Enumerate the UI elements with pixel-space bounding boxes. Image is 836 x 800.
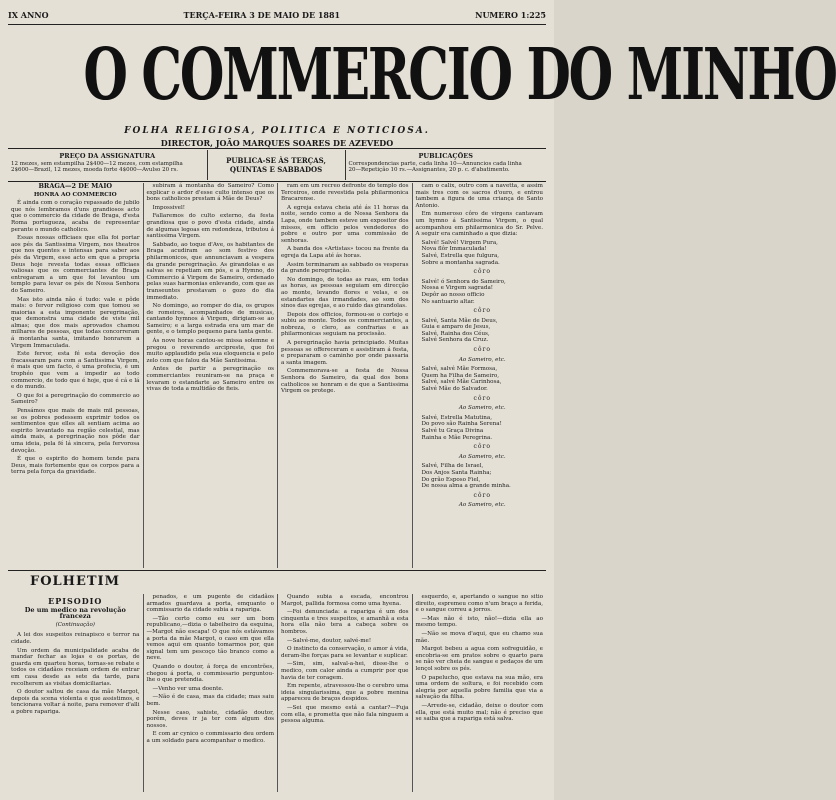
hymn-stanza xyxy=(422,502,544,509)
date-label: TERÇA-FEIRA 3 DE MAIO DE 1881 xyxy=(183,10,341,20)
paragraph: Quando o doutor, á força de encontrões, chegou á porta, o commissario perguntou-lhe o que pretendia. xyxy=(146,663,274,684)
paragraph: Margot bebeu a agua com sofreguidão, e encobria-se em pratos sobre o quarto para se não ver cheia de sangue e pedaços de um lençol sobre os pés. xyxy=(415,646,543,672)
column-1 xyxy=(8,183,143,568)
hymn-verse: Ao Sameiro, etc. xyxy=(458,356,506,363)
paragraph: E com ar cynico o commissario deu ordem a um soldado para acompanhar o medico. xyxy=(146,731,274,744)
paragraph: —Venho ver uma doente. xyxy=(152,685,224,692)
paragraph: —Sei que mesmo está a cantar?—Fuja com ella, e prometta que não fala ninguem a pessoa alguma. xyxy=(281,704,409,725)
paragraph: Pensámos que mais de mais mil pessoas, se os pobres podessem exprimir todos os sentimentos que elles ali sentiam acima ao espirito levantado na região celestial, mas ainda mais, a peregrinação nos pôde dar uma ideia, pela fé lá sincera, pela fervorosa devoção. xyxy=(11,408,140,454)
hymn-refrain: côro xyxy=(473,443,491,451)
hymn-stanza xyxy=(422,366,544,392)
hymn-stanza xyxy=(422,463,544,489)
column-3 xyxy=(277,183,412,568)
hymn-verse: Sobre a montanha sagrada. xyxy=(421,259,500,266)
masthead-title: O COMMERCIO DO MINHO xyxy=(83,32,836,116)
paragraph: Ás nove horas cantou-se missa solemne e pregou o reverendo arcipreste, que foi muito applaudido pela sua eloquencia e pelo zelo com que falou da Mãe Santissima. xyxy=(146,338,274,364)
hymn-refrain: côro xyxy=(473,268,491,276)
paragraph: O doutor saltou de casa da mãe Margot, depois da scena violenta e que assistimos, e tencionava voltar á noite, para remover d'alli a pobre rapariga. xyxy=(11,689,140,715)
lower-column-2 xyxy=(143,594,278,792)
hymn-refrain: côro xyxy=(473,394,491,402)
column-4 xyxy=(412,183,547,568)
hymn-verse: Do povo são Rainha Serena! xyxy=(421,421,502,428)
hymn-verse: Depôr ao nosso officio xyxy=(421,291,485,298)
hymn-verse: Salvé, Estrella Matutina, xyxy=(421,414,493,421)
paragraph: —Salvé-me, doutor, salvé-me! xyxy=(287,637,372,644)
top-rule xyxy=(8,24,546,25)
paragraph: —Não é de casa, mas da cidade; mas saiu bem. xyxy=(146,694,274,707)
hymn-verse: Salvé Senhora da Cruz. xyxy=(421,337,489,344)
paragraph: É que o espirito do homem tende para Deus, mais fortemente que os corpos para a terra pela força da gravidade. xyxy=(11,456,140,476)
publications-title: PUBLICAÇÕES xyxy=(418,152,473,160)
paragraph: cam o calix, outro com a navetta, e assim mais tres com os sacros d'ouro, e entrou tambem a figura de uma criança de Santo Antonio. xyxy=(415,183,543,209)
hymn-stanza xyxy=(422,357,544,364)
paragraph: —Não se mova d'aqui, que eu chamo sua mãe. xyxy=(415,630,543,644)
paragraph: subiram á montanha do Sameiro? Como explicar o ardor d'esse culto intenso que os bons catholicos prestam á Mãe de Deus? xyxy=(146,183,274,203)
paragraph: —Tão certo como eu ser um bom republicano,—dizia o tabelheiro da esquina,—Margot não escapa! O que nós estávamos a porta da mãe Margot, o caso em que ella vemos aqui em quanto tomarmos por, que signal tem um pescoço tão branco como a neve. xyxy=(146,615,274,662)
issue-number: NUMERO 1:225 xyxy=(475,10,546,20)
hymn-verse: Salvé, salvé Mãe Carinhosa, xyxy=(421,379,502,386)
paragraph: —Mas não é isto, não!—dizia ella ao mesmo tempo. xyxy=(415,615,543,629)
paragraph: O papelucho, que estava na sua mão, era uma ordem de soltura, e foi recebido com alegria por aquella pobre familia que via a salvação da filha. xyxy=(415,674,543,701)
hymn-verse: Ao Sameiro, etc. xyxy=(458,405,506,412)
paragraph: Em repente, atravessou-lhe o cerebro uma ideia singularissima, que a pobre menina appareceu de braços despidos. xyxy=(281,683,409,703)
hymn-stanza xyxy=(422,318,544,344)
publication-days: PUBLICA-SE ÀS TERÇAS, QUINTAS E SABBADOS xyxy=(207,150,345,180)
hymn-verse: Nossa e Virgem sagrada! xyxy=(421,285,494,292)
paragraph: ram em um recreo defronte do templo dos Terceiros, onde revestida pela philarmonica Bracarense. xyxy=(281,183,409,203)
paragraph: Nesse caso, sahiste, cidadão doutor, porém, deves ir ja ter com algum dos nossos. xyxy=(146,709,274,729)
paragraph: A banda dos «Artistas» tocou na frente da egreja da Lapa até ás horas. xyxy=(281,246,409,259)
folhetim-column xyxy=(8,594,143,792)
paragraph: No domingo, ao romper do dia, os grupos de romeiros, acompanhados de musicas, cantando hymnos á Virgem, dirigiam-se ao Sameiro; e a larga estrada era um mar de gente, e o templo pequeno para tanta gente. xyxy=(146,303,274,336)
hymn-verse: Salvé! ó Senhora do Sameiro, xyxy=(421,278,506,285)
hymn-refrain: côro xyxy=(473,491,491,499)
paragraph: Essas nossas officiaes que ella foi portar aos pés da Santissima Virgem, nos theatros que nos quentes e intensas para saber aos pés da Virgem, esse acto em que a propria Deus hoje revesta todas essas officiaes valiosas que os commerciantes de Braga entregaram a um que foi levantou um templo para levar os pés de Nossa Senhora do Sameiro. xyxy=(11,235,140,294)
year-label: IX ANNO xyxy=(8,10,49,20)
hymn-stanza xyxy=(422,405,544,412)
hymn-verse: Ao Sameiro, etc. xyxy=(458,502,506,509)
paragraph: Mas isto ainda não é tudo: vale e pôde mais: o fervor religioso com que tomou se maiorias a esta imponente peregrinação, que demonstra uma cidade de viste mil almas; que dos mais aprovados chamou milhares de pessoas, que todas concorreram á montanha santa, imitando honrarem a Virgem Immaculada. xyxy=(11,296,140,349)
hymn-stanza xyxy=(422,415,544,441)
paragraph: Impossivel! xyxy=(152,204,186,211)
info-row xyxy=(8,150,546,180)
paragraph: O instincto da conservação, o amor á vida, deram-lhe forças para se levantar e suplicar. xyxy=(281,646,409,659)
paragraph: —Foi denunciada: a rapariga é um dos cinquenta e tres suspeitos, e amanhã a esta hora ella não tera a cabeça sobre os hombros. xyxy=(281,609,409,635)
subscription-title: PREÇO DA ASSIGNATURA xyxy=(59,152,156,160)
lower-column-3 xyxy=(277,594,412,792)
paragraph: Antes de partir a peregrinação os commerciantes reuniram-se na praça e levaram o estandarte ao Sameiro entre os vivas de toda a multidão de fieis. xyxy=(146,366,274,393)
hymn-verse: Salvé, Santa Mãe de Deus, xyxy=(421,317,498,324)
paragraph: Depois dos officios, formou-se o cortejo e subiu ao monte. Todos os commerciantes, a nobreza, o clero, as confrarias e as philarmonicas seguiam na procissão. xyxy=(281,311,409,338)
paragraph: O que foi a peregrinação do commercio ao Sameiro? xyxy=(11,392,140,406)
main-columns xyxy=(8,183,546,568)
paragraph: penados, e um pugente de cidadãos armados guardava a porta, emquanto o commissario da cidade subia a rapariga. xyxy=(146,594,274,614)
paragraph: A egreja estava cheia até ás 11 horas da noite, sendo como a de Nossa Senhora da Lapa, onde tambem esteve um expositor dos missos, em officio pelos vendedores do pobre e outro por uma commissão de senhoras. xyxy=(281,204,409,244)
paragraph: A peregrinação havia principiado. Muitas pessoas se offereceram e assistiram á festa, e prepararam o caminho por onde passaria a santa imagem. xyxy=(281,340,409,366)
hymn-stanza xyxy=(422,279,544,305)
publications-line: Correspondencias parte, cada linha 10—Annuncios cada linha xyxy=(348,161,522,167)
hymn xyxy=(416,240,544,509)
publications-box xyxy=(345,150,546,180)
header-top-row xyxy=(8,10,546,22)
hymn-verse: Nova flôr Immaculada! xyxy=(421,246,487,253)
paragraph: Fallaremos do culto externo, da festa grandiosa que o povo d'esta cidade, ainda de algumas legoas em redondeza, tributou á santissima Virgem. xyxy=(146,213,274,240)
publications-line: 20—Repetição 10 rs.—Assignantes, 20 p. c. d'abatimento. xyxy=(348,167,510,173)
hymn-verse: Rainha e Mãe Peregrina. xyxy=(421,434,493,441)
hymn-verse: Guia e amparo de Jesus, xyxy=(421,324,491,331)
paragraph: É ainda com o coração repassado de jubilo que nós lembramos d'uns grandiosos acto que o commercio da cidade de Braga, d'esta Roma portugueza, acaba de representar perante o mundo catholico. xyxy=(11,200,140,233)
episode-note: (Continuação) xyxy=(55,621,95,628)
paragraph: Sabbado, ao toque d'Ave, os habitantes de Braga acudiram ao som festivo dos philarmonicos, que annunciavam a vespera da grande peregrinação. As girandolas e as salvas se repetiam em pós, e a Hymno, do Commercio á Virgem de Sameiro, ordenado pelas suas harmonias enlevando, com que as transeuntes prestavam o gozo do dia immediato. xyxy=(146,241,274,301)
paragraph: esquerdo, e, apertando o sangue no sitio direito, espremeu como n'um braço a ferida, e o sangue correu a jorros. xyxy=(415,594,543,614)
hymn-refrain: côro xyxy=(473,346,491,354)
masthead-subtitle: FOLHA RELIGIOSA, POLITICA E NOTICIOSA. xyxy=(124,126,430,136)
hymn-verse: Salvé, Rainha dos Céus, xyxy=(421,330,490,337)
article-subheading: HONRA AO COMMERCIO xyxy=(33,191,117,198)
hymn-verse: Salvé, Filha de Israel, xyxy=(421,463,484,470)
hymn-verse: De nossa alma a grande minha. xyxy=(421,483,511,490)
hymn-verse: Salvé, salvé Mãe Formosa, xyxy=(421,366,498,373)
episode-subtitle: De um medico na revolução franceza xyxy=(24,605,126,621)
hymn-stanza xyxy=(422,240,544,266)
column-2 xyxy=(143,183,278,568)
hymn-refrain: côro xyxy=(473,307,491,315)
folhetim-label: FOLHETIM xyxy=(29,574,121,589)
info-top-rule xyxy=(8,148,546,149)
paragraph: Um ordem da municipalidade acaba de mandar fechar as lojas e os portas, de guarda em quarteu horas, tornas-se rebate e todos os cidadãos receiam ordem de entrar em casa desde as sete da tarde, para recolherem as visitas domiciliarias. xyxy=(11,647,140,687)
paragraph: Assim terminaram as sabbado os vesperas da grande peregrinação. xyxy=(281,261,409,275)
director-line: DIRECTOR, JOÃO MARQUES SOARES DE AZEVEDO xyxy=(160,138,394,148)
paragraph: Em numeroso côro de virgens cantavam um hymno á Santissima Virgem, o qual acompanhou em philarmonica do Sr. Pelve. A seguir era caminhado a que dizia: xyxy=(415,211,543,238)
hymn-verse: Do grão Esposo Fiel, xyxy=(421,476,481,483)
hymn-verse: Salvé tu Graça Divina xyxy=(421,428,484,434)
article-heading: BRAGA—2 DE MAIO xyxy=(38,182,113,190)
hymn-verse: No santuario altar. xyxy=(421,298,475,305)
hymn-verse: Dos Anjos Santa Rainha; xyxy=(421,469,492,476)
subscription-box xyxy=(8,150,207,180)
episode-title: EPISODIO xyxy=(48,596,103,606)
hymn-verse: Ao Sameiro, etc. xyxy=(458,453,506,460)
paragraph: No domingo, de todas as ruas, em todas as horas, as pessoas seguiam em direcção ao monte, levando flores e velas, e os estandartes das irmandades, ao som dos sinos das egrejas, e ao ruido das girandolas. xyxy=(281,276,409,310)
paragraph: Este fervor, esta fé esta devoção dos fracassaram para com a Santissima Virgem, é mais que um facto, é uma profecia, é um trophéo que vem a impedir ao todo commercio, de todo que é hoje, que é cá e lá e do mundo. xyxy=(11,351,140,391)
paragraph: —Arrede-se, cidadão, deixe o doutor com ella, que está muito mal; não é preciso que se saiba que a rapariga está salva. xyxy=(415,702,543,723)
subscription-line: 12 mezes, sem estampilha 2$400—12 mezes, com estampilha xyxy=(11,161,183,167)
hymn-verse: Salvé! Salvé! Virgem Pura, xyxy=(421,239,498,246)
paragraph: Quando subia a escada, encontrou Margot, pallida formosa como uma hyena. xyxy=(281,594,409,607)
folhetim-rule xyxy=(8,570,546,571)
subscription-line: 2$600—Brazil, 12 mezes, moeda forte 4$000—Avulso 20 rs. xyxy=(11,167,179,173)
hymn-verse: Salvé Mãe do Salvador. xyxy=(421,386,488,393)
hymn-verse: Quem ha Filha de Sameiro, xyxy=(421,372,500,379)
paragraph: Commemorava-se a festa de Nossa Senhora do Sameiro, da qual dos bons catholicos se honram e de que a Santissima Virgem os protege. xyxy=(281,368,409,395)
paragraph: —Sim, sim, salval-a-hei, disse-lhe o medico, com calor ainda a cumprir por que havia de ter coragem. xyxy=(281,661,409,681)
lower-column-4 xyxy=(412,594,547,792)
lower-columns xyxy=(8,594,546,792)
paragraph: A lei dos suspeitos reinapisco e terror na cidade. xyxy=(11,632,140,645)
hymn-verse: Salvé, Estrella que fulgura, xyxy=(421,252,500,259)
hymn-stanza xyxy=(422,454,544,461)
